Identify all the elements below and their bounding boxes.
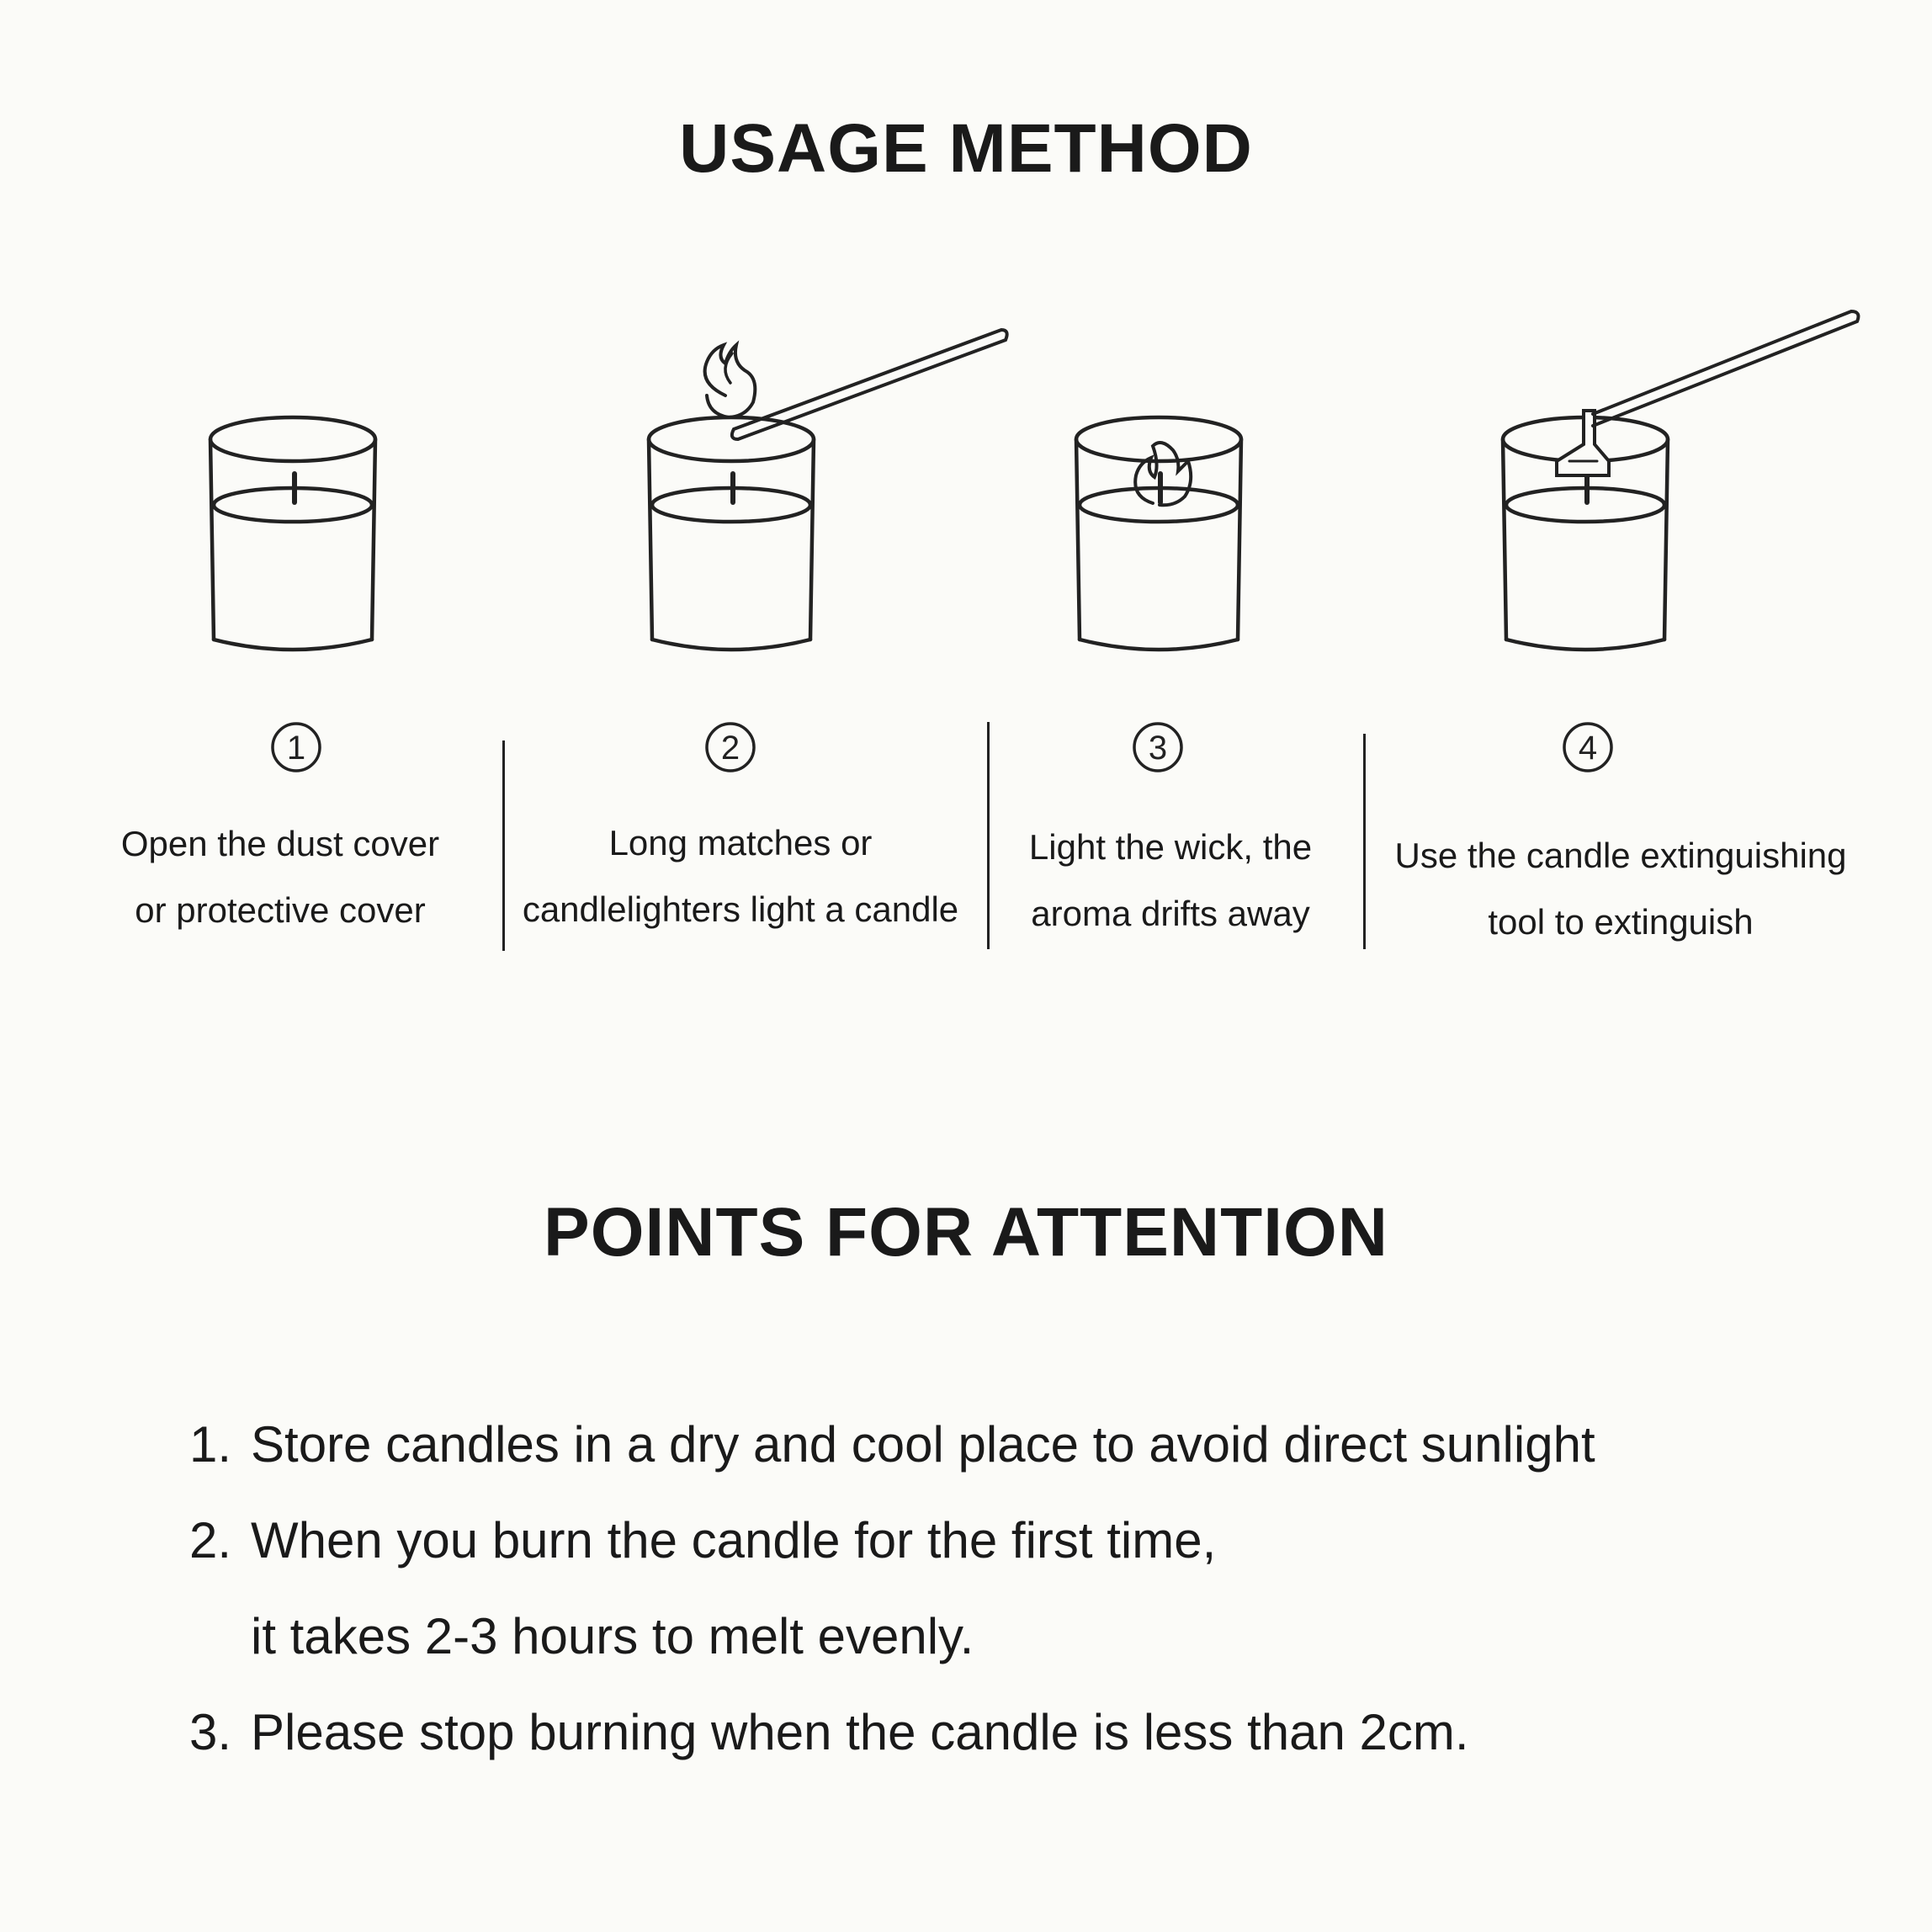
list-item bbox=[189, 1397, 1595, 1493]
list-item-continuation: it takes 2-3 hours to melt evenly. bbox=[251, 1608, 974, 1664]
step-3-caption bbox=[998, 814, 1343, 947]
step-4-caption bbox=[1370, 822, 1871, 955]
step-1-caption bbox=[84, 810, 476, 943]
list-item-number: 2. bbox=[189, 1512, 232, 1568]
step-2-caption bbox=[505, 809, 976, 942]
svg-text:4: 4 bbox=[1578, 730, 1598, 767]
list-item-text: Store candles in a dry and cool place to avoid direct sunlight bbox=[251, 1416, 1595, 1473]
step-3-caption-line2: aroma drifts away bbox=[1031, 894, 1310, 933]
step-1-number bbox=[263, 714, 330, 781]
list-item-text: Please stop burning when the candle is less than 2cm. bbox=[251, 1704, 1469, 1760]
candle-jar-icon bbox=[0, 286, 1932, 673]
svg-text:2: 2 bbox=[720, 730, 740, 767]
step-2-caption-line1: Long matches or bbox=[608, 823, 873, 862]
svg-text:1: 1 bbox=[286, 730, 306, 767]
step-divider bbox=[502, 740, 505, 951]
list-item-number: 3. bbox=[189, 1704, 232, 1760]
step-divider bbox=[987, 722, 990, 949]
list-item bbox=[189, 1685, 1595, 1781]
step-2-caption-line2: candlelighters light a candle bbox=[522, 889, 959, 929]
step-4-caption-line2: tool to extinguish bbox=[1488, 902, 1754, 942]
step-3-number bbox=[1124, 714, 1192, 781]
step-4-number bbox=[1554, 714, 1622, 781]
step-divider bbox=[1363, 734, 1366, 949]
candle-1 bbox=[210, 417, 375, 650]
list-item-number: 1. bbox=[189, 1416, 232, 1473]
candle-3 bbox=[1076, 417, 1241, 650]
step-3-caption-line1: Light the wick, the bbox=[1028, 827, 1313, 867]
svg-text:3: 3 bbox=[1148, 730, 1168, 767]
step-1-caption-line1: Open the dust cover bbox=[120, 824, 440, 863]
step-1-caption-line2: or protective cover bbox=[135, 890, 426, 930]
step-4-caption-line1: Use the candle extinguishing bbox=[1394, 836, 1847, 875]
step-2-number bbox=[697, 714, 764, 781]
list-item bbox=[189, 1493, 1595, 1685]
candle-2 bbox=[649, 330, 1007, 650]
candle-4 bbox=[1503, 311, 1858, 650]
list-item-text: When you burn the candle for the first time, bbox=[251, 1512, 1217, 1568]
points-for-attention-title: POINTS FOR ATTENTION bbox=[544, 1194, 1388, 1271]
usage-method-title: USAGE METHOD bbox=[679, 110, 1253, 187]
attention-list bbox=[189, 1397, 1595, 1781]
